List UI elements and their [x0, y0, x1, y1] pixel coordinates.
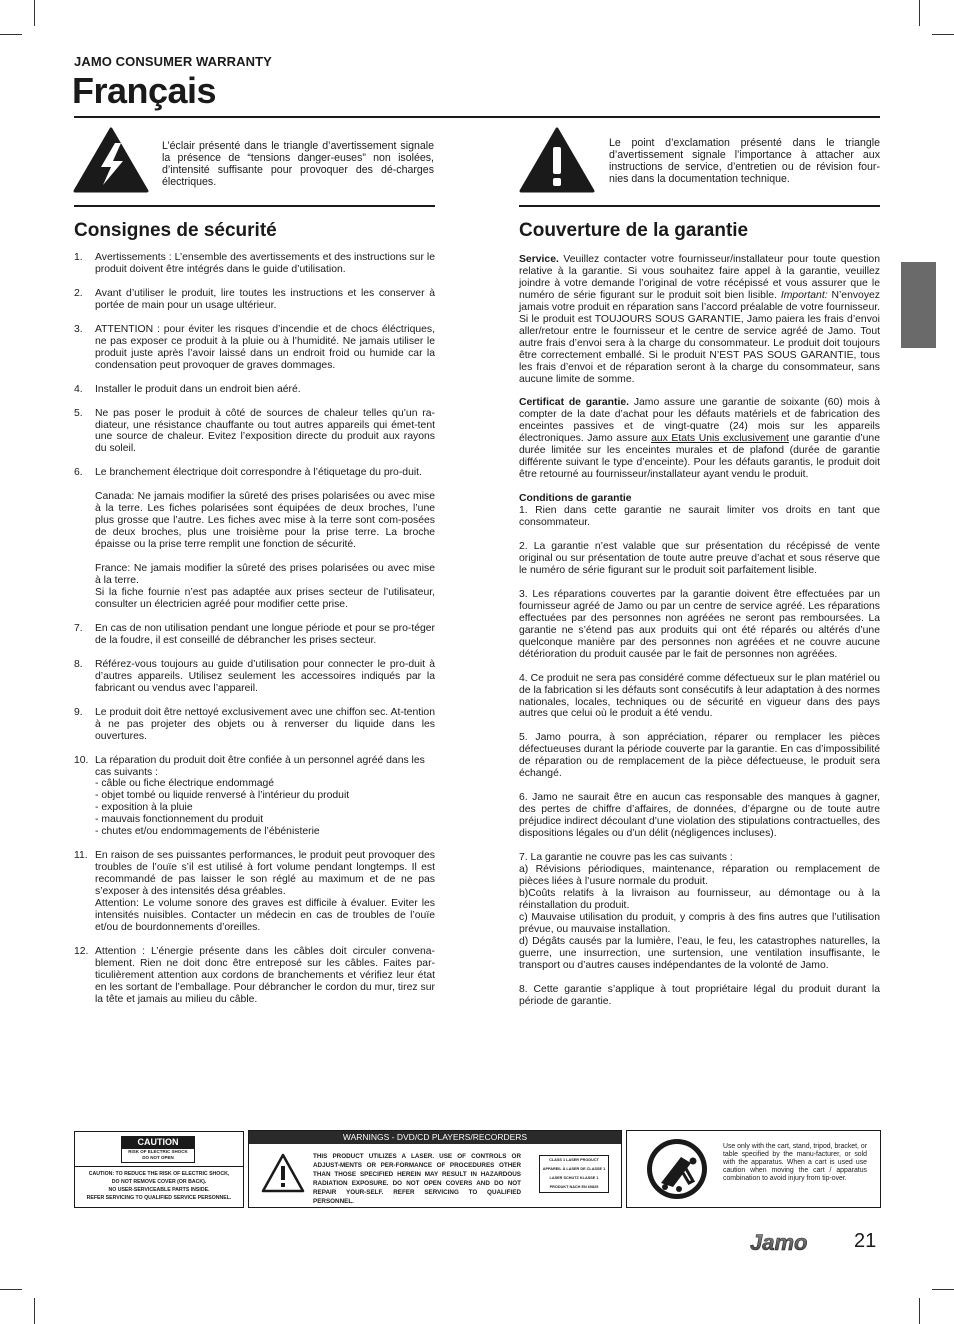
safety-item-number: 3. [74, 323, 83, 335]
page-title: Français [72, 70, 217, 111]
conditions-heading: Conditions de garantie [519, 493, 632, 505]
safety-item-text: Le produit doit être nettoyé exclusivement avec une chiffon sec. At-tention à ne pas projeter des objets ou à renverser du liquide dans les ouvertures. [95, 706, 435, 742]
safety-item-text: Avant d’utiliser le produit, lire toutes les instructions et les conserver à portée de main pour un usage ultérieur. [95, 287, 435, 311]
exclamation-warning-icon [519, 127, 595, 193]
safety-item [74, 408, 435, 456]
safety-item [74, 324, 435, 372]
safety-item-number: 1. [74, 252, 83, 263]
service-text-2: N’envoyez jamais votre produit en réparation sans l’accord préalable de votre fournisseur. Si le produit est TOUJOURS SOUS GARANTIE, Jamo paiera les frais d’envoi aller/retour entre le fournisseur et le centre de service agréé de Jamo. Tout autre frais d’envoi sera à la charge du consommateur. Le produit doit toujours être correctement emballé. Si le produit N’EST PAS SOUS GARANTIE, tous les frais d’envoi et de réparation seront à la charge du consommateur, sans aucune limite de somme. [519, 289, 880, 385]
lightning-notice-text: L’éclair présenté dans le triangle d’avertissement signale la présence de “tensions danger-euses” non isolées, d’intensité suffisante pour provoquer des dé-charges électriques. [162, 140, 434, 188]
safety-item [74, 623, 435, 647]
caution-badge: CAUTION [121, 1136, 195, 1148]
safety-item-text: En cas de non utilisation pendant une longue période et pour se pro-téger de la foudre, il est conseillé de débrancher les prises secteur. [95, 622, 435, 646]
dvd-warning-header: WARNINGS - DVD/CD PLAYERS/RECORDERS [249, 1131, 621, 1144]
jamo-logo [748, 1232, 826, 1254]
crop-mark [0, 1289, 22, 1290]
title-rule [74, 116, 880, 118]
service-paragraph [519, 254, 880, 385]
safety-item-text-france: France: Ne jamais modifier la sûreté des prises polarisées ou avec mise à la terre. Si la fiche fournie n’est pas adaptée aux prises secteur de l’utilisateur, consulter un électricien agréé pour modifier cette prise. [95, 563, 435, 610]
safety-item [74, 288, 435, 312]
notice-rule-left [74, 205, 435, 207]
safety-item-text: Le branchement électrique doit correspondre à l’étiquetage du pro-duit. [95, 467, 422, 479]
certificate-lead: Certificat de garantie. [519, 397, 630, 409]
safety-list [74, 252, 435, 1006]
notice-rule-right [519, 205, 880, 207]
safety-item [74, 707, 435, 743]
cart-warning-box [626, 1130, 881, 1208]
safety-item-number: 11. [74, 850, 88, 862]
caution-line: DO NOT REMOVE COVER (OR BACK). [111, 1179, 207, 1185]
condition-item: 3. Les réparations couvertes par la garantie doivent être effectuées par un fournisseur agréé de Jamo ou par un centre de service agréé. Les réparations effectuées par des personnes non agréées ne seront pas remboursées. La garantie ne s’étend pas aux produits qui ont été réparés ou altérés d’une quelconque manière par des personnes non agréées et ne couvre aucune détérioration du produit causée par le fait de personnes non agréées. [519, 588, 880, 660]
safety-item-number: 8. [74, 658, 83, 670]
laser-label-line: LASER SCHUTZ KLASSE 1 [549, 1176, 599, 1180]
page-number: 21 [854, 1230, 877, 1252]
safety-item-number: 4. [74, 383, 83, 395]
safety-heading: Consignes de sécurité [74, 220, 277, 241]
safety-item-text: En raison de ses puissantes performances, le produit peut provoquer des troubles de l’ouïe s’il est utilisé à fort volume pendant longtemps. Il est recommandé de pas laisser le son réglé au maximum et de ne pas s’exposer à des intensités désa gréables. Attention: Le volume sonore des graves est difficile à évaluer. Eviter les intensités nuisibles. Contacter un médecin en cas de troubles de l’ouïe et/ou de bourdonnements d’oreilles. [95, 850, 435, 933]
service-lead: Service. [519, 254, 559, 265]
crop-mark [932, 1289, 954, 1290]
safety-item-text: Ne pas poser le produit à côté de sources de chaleur telles qu’un ra-diateur, une résistance chauffante ou tout autres appareils qui émet-tent une source de chaleur. Evitez l’exposition directe du produit aux rayons du soleil. [95, 407, 435, 455]
safety-item-number: 2. [74, 287, 83, 299]
caution-bottom-text [75, 1170, 243, 1202]
caution-line: REFER SERVICING TO QUALIFIED SERVICE PERSONNEL. [86, 1195, 232, 1201]
safety-item [74, 252, 435, 276]
safety-item-number: 12. [74, 945, 89, 957]
crop-mark [919, 1298, 920, 1324]
caution-risk-frame [121, 1148, 195, 1163]
condition-item: 7. La garantie ne couvre pas les cas suivants : a) Révisions périodiques, maintenance, réparation ou remplacement de pièces liées à l’usure normale du produit. b)Coûts relatifs à la livraison au fournisseur, au démontage ou à la réinstallation du produit. c) Mauvaise utilisation du produit, y compris à des fins autres que l’utilisation prévue, ou mauvaise installation. d) Dégâts causés par la lumière, l’eau, le feu, les catastrophes naturelles, la guerre, une insurrection, une surtension, une ventilation insuffisante, le transport ou d’autres causes indépendantes de la volonté de Jamo. [519, 852, 880, 971]
dvd-exclamation-icon [261, 1153, 305, 1193]
condition-item: 1. Rien dans cette garantie ne saurait limiter vos droits en tant que consommateur. [519, 505, 880, 529]
cart-tip-over-icon [645, 1137, 709, 1201]
crop-mark [0, 34, 22, 35]
condition-item: 4. Ce produit ne sera pas considéré comme défectueux sur le plan matériel ou de la fabrication si les défauts sont consécutifs à leur adaptation à des normes nationales, locales, techniques ou de sécurité en vigueur dans des pays autres que celui où le produit a été vendu. [519, 672, 880, 720]
crop-mark [34, 1298, 35, 1324]
safety-item-text: Référez-vous toujours au guide d’utilisation pour connecter le pro-duit à d’autres appareils. Utilisez seulement les accessoires indiqués par la fabricant ou vendus avec l’appareil. [95, 658, 435, 694]
laser-label-line: APPAREIL À LASER DE CLASSE 1 [542, 1167, 606, 1171]
laser-label-line: PRODUKT NACH EN 60825 [549, 1185, 599, 1189]
jamo-logo-text: Jamo [750, 1232, 808, 1254]
dvd-warning-text: THIS PRODUCT UTILIZES A LASER. USE OF CONTROLS OR ADJUST-MENTS OR PER-FORMANCE OF PROCEDURES OTHER THAN THOSE SPECIFIED HEREIN MAY RESULT IN HAZARDOUS RADIATION EXPOSURE. DO NOT OPEN COVERS AND DO NOT REPAIR YOUR-SELF. REFER SERVICING TO QUALIFIED PERSONNEL. [313, 1153, 521, 1205]
condition-item: 6. Jamo ne saurait être en aucun cas responsable des manques à gagner, des pertes de chiffre d’affaires, de données, d’épargne ou de toute autre préjudice indirect découlant d’une violation des stipulations contractuelles, des dispositions légales ou d’un délit (négligences incluses). [519, 792, 880, 840]
caution-line: CAUTION: TO REDUCE THE RISK OF ELECTRIC SHOCK, [88, 1171, 230, 1177]
safety-item [74, 850, 435, 934]
dvd-warning-box [248, 1130, 622, 1208]
certificate-text-2: une garantie d’une durée limitée sur les enceintes murales et de plafond (durée de garantie différente suivant le type d’enceinte). Pour les défauts garantis, le produit doit être retourné au fournisseur/installateur ayant vendu le produit. [519, 433, 880, 481]
crop-mark [932, 34, 954, 35]
service-important: Important: [780, 289, 828, 301]
warranty-heading: Couverture de la garantie [519, 220, 749, 241]
caution-risk-line: RISK OF ELECTRIC SHOCK [128, 1149, 188, 1154]
caution-line: NO USER-SERVICEABLE PARTS INSIDE. [108, 1187, 210, 1193]
cart-warning-text: Use only with the cart, stand, tripod, bracket, or table specified by the manu-facturer, or sold with the apparatus. When a cart is used use caution when moving the cart / apparatus combination to avoid injury from tip-over. [723, 1143, 868, 1182]
condition-item: 5. Jamo pourra, à son appréciation, réparer ou remplacer les pièces défectueuses durant la période couverte par la garantie. En cas d’impossibilité de réparation ou de remplacement de la pièce défectueuse, le produit sera échangé. [519, 732, 880, 780]
laser-class-label [539, 1155, 609, 1193]
safety-item-number: 10. [74, 754, 89, 766]
caution-label-box [74, 1131, 244, 1208]
safety-item [74, 384, 435, 396]
safety-item-number: 5. [74, 407, 83, 419]
safety-item-text: Attention : L’énergie présente dans les câbles doit circuler convena-blement. Rien ne doit donc être entreposé sur les câbles. Faites par-ticulièrement attention aux cordons de branchements et vérifiez leur état en les sortant de l’emballage. Pour débrancher le cordon du mur, tirez sur la tête et jamais au milieu du câble. [95, 945, 435, 1005]
certificate-paragraph [519, 397, 880, 481]
safety-item [74, 467, 435, 611]
crop-mark [919, 0, 920, 26]
safety-item-text-canada: Canada: Ne jamais modifier la sûreté des prises polarisées ou avec mise à la terre. Les fiches polarisées sont équipées de deux broches, l’une plus grosse que l’autre. Les fiches avec mise à la terre sont com-posées de deux broches, plus une troisième pour la prise terre. La broche épaisse ou la prise terre remplit une fonction de sécurité. [95, 491, 435, 551]
safety-item [74, 755, 435, 839]
warranty-column [519, 254, 880, 1019]
service-text: Veuillez contacter votre fournisseur/installateur pour toute question relative à la garantie. Si vous souhaitez faire appel à la garantie, veuillez joindre à votre demande l’original de votre récépissé et vous assurer que le numéro de série figurant sur le produit soit bien lisible. [519, 254, 880, 301]
safety-item-number: 9. [74, 706, 83, 718]
safety-item-number: 7. [74, 622, 83, 634]
safety-item-text: La réparation du produit doit être confiée à un personnel agréé dans les cas suivants : - câble ou fiche électrique endommagé - objet tombé ou liquide renversé à l’intérieur du produit - exposition à la pluie - mauvais fonctionnement du produit - chutes et/ou endommagements de l’ébénisterie [95, 754, 425, 838]
laser-label-line: CLASS 1 LASER PRODUCT [549, 1158, 599, 1162]
crop-mark [34, 0, 35, 26]
safety-item-text: ATTENTION : pour éviter les risques d’incendie et de chocs éléctriques, ne pas exposer ce produit à la pluie ou à l’humidité. Ne jamais utiliser le produit juste après l’avoir laissé dans un endroit froid ou humide car la condensation peut provoquer de graves dommages. [95, 323, 435, 371]
document-kicker: JAMO CONSUMER WARRANTY [74, 54, 272, 69]
condition-item: 2. La garantie n’est valable que sur présentation du récépissé de vente original ou sur présentation de toute autre preuve d’achat et sous réserve que le numéro de série figurant sur le produit soit parfaitement lisible. [519, 541, 880, 576]
condition-item: 8. Cette garantie s’applique à tout propriétaire légal du produit durant la période de garantie. [519, 983, 880, 1007]
safety-item-number: 6. [74, 467, 83, 479]
lightning-warning-icon [73, 127, 149, 193]
safety-item-text: Installer le produit dans un endroit bien aéré. [95, 383, 301, 395]
language-side-tab [901, 262, 936, 348]
certificate-text: Jamo assure une garantie de soixante (60) mois à compter de la date d’achat pour les défauts matériels et de fabrication des enceintes passives et de vingt-quatre (24) mois sur les appareils électroniques. Jamo assure [519, 397, 881, 445]
certificate-underline: aux Etats Unis exclusivement [651, 433, 789, 445]
caution-top-area [75, 1132, 243, 1167]
exclamation-notice-text: Le point d’exclamation présenté dans le triangle d’avertissement signale l’importance à attacher aux instructions de service, d’entretien ou de révision four-nies dans la documentation technique. [609, 137, 880, 185]
safety-item [74, 659, 435, 695]
safety-item [74, 946, 435, 1006]
safety-item-text: Avertissements : L’ensemble des avertissements et des instructions sur le produit doivent être intégrés dans le guide d’utilisation. [95, 252, 435, 275]
caution-risk-line: DO NOT OPEN [142, 1155, 174, 1160]
